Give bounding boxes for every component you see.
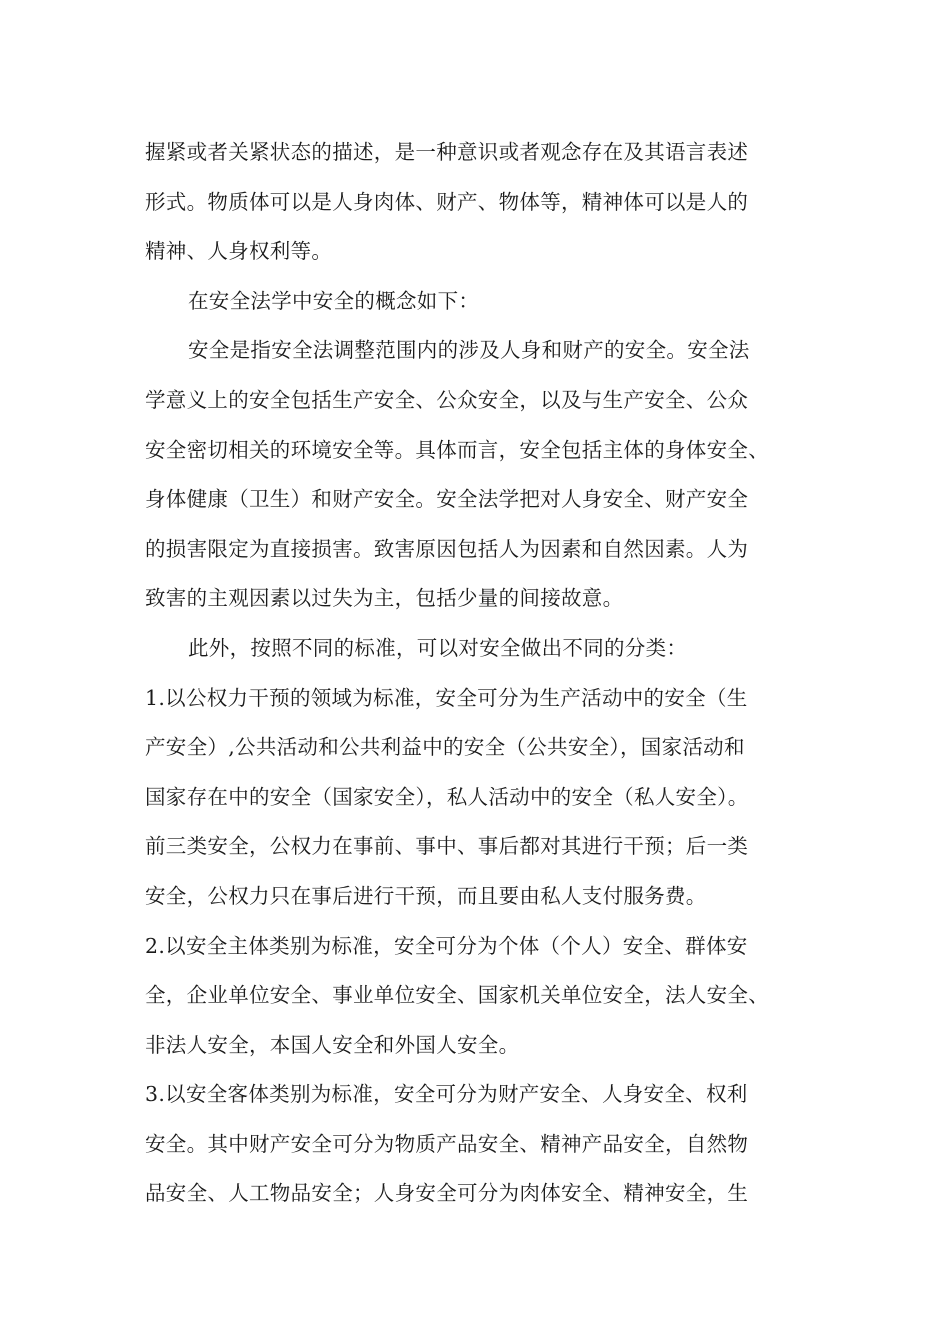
text-line: 产安全）,公共活动和公共利益中的安全（公共安全），国家活动和 (145, 735, 745, 760)
paragraph-heading-line: 在安全法学中安全的概念如下： (188, 288, 480, 313)
text-line: 前三类安全，公权力在事前、事中、事后都对其进行干预；后一类 (145, 834, 749, 859)
text-line: 致害的主观因素以过失为主，包括少量的间接故意。 (145, 586, 624, 611)
text-line: 学意义上的安全包括生产安全、公众安全，以及与生产安全、公众 (145, 387, 749, 412)
text-line: 非法人安全，本国人安全和外国人安全。 (145, 1032, 520, 1057)
text-line: 形式。物质体可以是人身肉体、财产、物体等，精神体可以是人的 (145, 189, 749, 214)
text-line: 品安全、人工物品安全；人身安全可分为肉体安全、精神安全，生 (145, 1181, 749, 1206)
text-line: 安全。其中财产安全可分为物质产品安全、精神产品安全，自然物 (145, 1131, 749, 1156)
text-line: 身体健康（卫生）和财产安全。安全法学把对人身安全、财产安全 (145, 487, 749, 512)
text-line: 安全密切相关的环境安全等。具体而言，安全包括主体的身体安全、 (145, 437, 769, 462)
text-line: 的损害限定为直接损害。致害原因包括人为因素和自然因素。人为 (145, 536, 749, 561)
text-line: 此外，按照不同的标准，可以对安全做出不同的分类： (188, 635, 688, 660)
list-item-2-line: 2.以安全主体类别为标准，安全可分为个体（个人）安全、群体安 (145, 933, 748, 958)
text-line: 全，企业单位安全、事业单位安全、国家机关单位安全，法人安全、 (145, 983, 769, 1008)
document-body (145, 128, 825, 1219)
text-line: 精神、人身权利等。 (145, 239, 333, 264)
list-item-1-line: 1.以公权力干预的领域为标准，安全可分为生产活动中的安全（生 (145, 685, 748, 710)
text-line: 安全是指安全法调整范围内的涉及人身和财产的安全。安全法 (188, 338, 750, 363)
text-line: 国家存在中的安全（国家安全），私人活动中的安全（私人安全）。 (145, 784, 749, 809)
text-line: 安全，公权力只在事后进行干预，而且要由私人支付服务费。 (145, 883, 707, 908)
list-item-3-line: 3.以安全客体类别为标准，安全可分为财产安全、人身安全、权利 (145, 1082, 748, 1107)
text-line: 握紧或者关紧状态的描述，是一种意识或者观念存在及其语言表述 (145, 140, 749, 164)
